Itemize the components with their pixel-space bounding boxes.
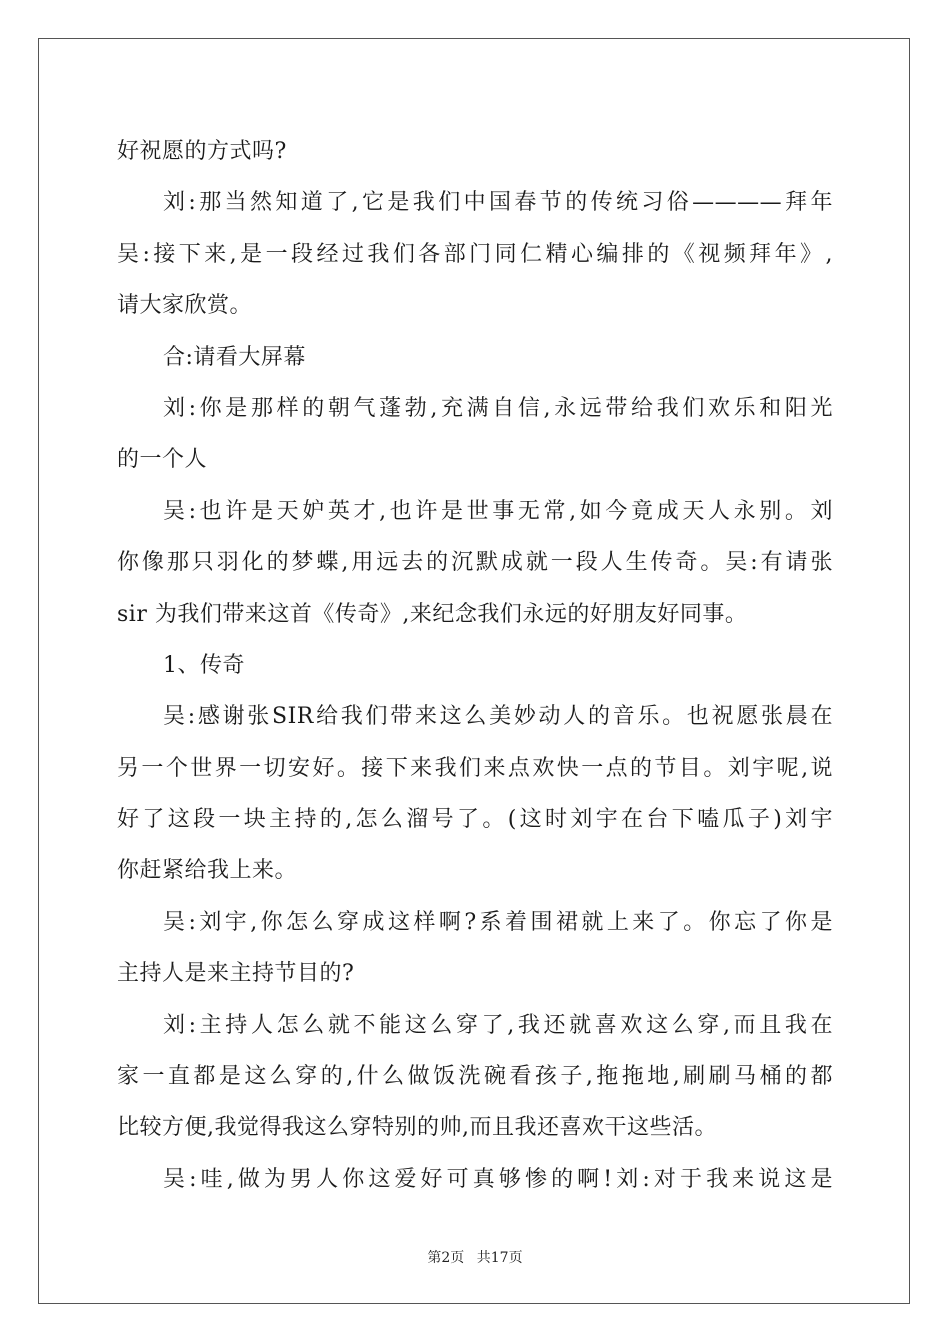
text-line: 好了这段一块主持的,怎么溜号了。(这时刘宇在台下嗑瓜子)刘宇 xyxy=(117,807,833,833)
text-line: 刘:那当然知道了,它是我们中国春节的传统习俗————拜年 xyxy=(163,190,833,216)
page-footer xyxy=(0,1247,950,1267)
text-line: 吴:感谢张SIR给我们带来这么美妙动人的音乐。也祝愿张晨在 xyxy=(163,704,833,730)
text-line: 好祝愿的方式吗? xyxy=(117,139,287,164)
text-line: 合:请看大屏幕 xyxy=(163,344,306,370)
text-line: 的一个人 xyxy=(117,447,208,473)
text-line: 主持人是来主持节目的? xyxy=(117,961,355,987)
text-line: 1、传奇 xyxy=(163,652,245,678)
text-line: 刘:主持人怎么就不能这么穿了,我还就喜欢这么穿,而且我在 xyxy=(163,1012,833,1038)
text-line: 吴:哇,做为男人你这爱好可真够惨的啊!刘:对于我来说这是 xyxy=(163,1166,833,1192)
text-line: 吴:也许是天妒英才,也许是世事无常,如今竟成天人永别。刘 xyxy=(163,498,833,524)
text-line: sir 为我们带来这首《传奇》,来纪念我们永远的好朋友好同事。 xyxy=(117,601,748,627)
page-total: 共17页 xyxy=(476,1250,523,1266)
text-line: 请大家欣赏。 xyxy=(117,293,253,319)
page-number: 第2页 xyxy=(427,1250,465,1266)
text-line: 刘:你是那样的朝气蓬勃,充满自信,永远带给我们欢乐和阳光 xyxy=(163,395,833,421)
text-line: 吴:接下来,是一段经过我们各部门同仁精心编排的《视频拜年》, xyxy=(117,241,833,267)
text-line: 你赶紧给我上来。 xyxy=(117,858,298,884)
document-body xyxy=(117,126,833,1205)
text-line: 比较方便,我觉得我这么穿特别的帅,而且我还喜欢干这些活。 xyxy=(117,1115,717,1141)
text-line: 另一个世界一切安好。接下来我们来点欢快一点的节目。刘宇呢,说 xyxy=(117,755,833,781)
text-line: 你像那只羽化的梦蝶,用远去的沉默成就一段人生传奇。吴:有请张 xyxy=(117,550,833,576)
text-line: 吴:刘宇,你怎么穿成这样啊?系着围裙就上来了。你忘了你是 xyxy=(163,909,833,935)
text-line: 家一直都是这么穿的,什么做饭洗碗看孩子,拖拖地,刷刷马桶的都 xyxy=(117,1064,833,1090)
